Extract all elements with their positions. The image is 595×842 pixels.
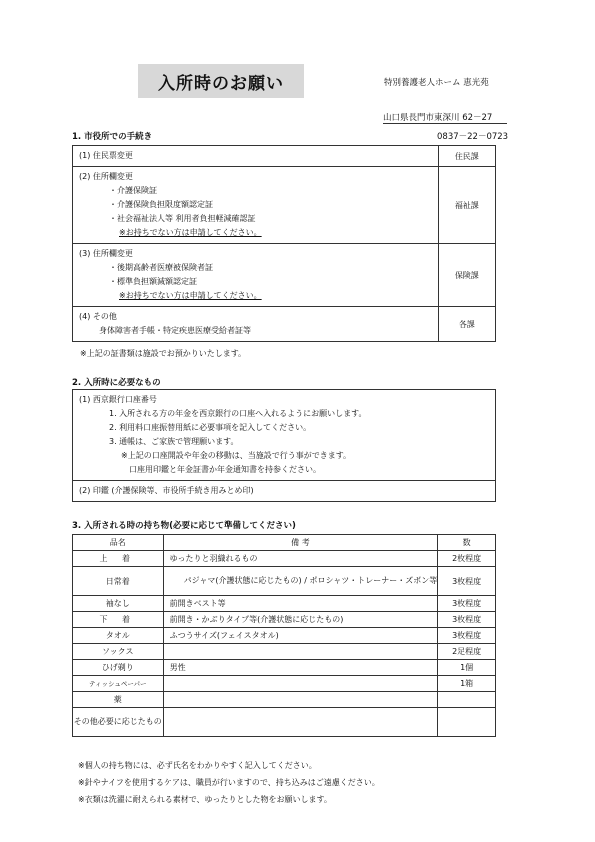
belongings-table — [72, 534, 496, 737]
item-name: 日常着 — [73, 567, 164, 596]
note-line: ※衣類は洗濯に耐えられる素材で、ゆったりとした物をお願いします。 — [78, 795, 332, 804]
department-cell: 保険課 — [438, 244, 495, 307]
item-note — [163, 644, 438, 660]
bank-account-title: (1) 西京銀行口座番号 — [79, 395, 157, 404]
organization-name: 特別養護老人ホーム 恵光苑 — [384, 78, 489, 88]
procedure-note: ※お持ちでない方は申請してください。 — [119, 228, 262, 237]
item-note-line: パジャマ(介護状態に応じたもの) / ポロシャツ・トレーナー・ズボン等 — [183, 576, 438, 585]
table-row — [73, 708, 496, 737]
department-cell: 各課 — [438, 307, 495, 342]
procedure-line: 身体障害者手帳・特定疾患医療受給者証等 — [99, 326, 251, 335]
item-quantity — [438, 692, 496, 708]
procedure-line: ・社会福祉法人等 利用者負担軽減確認証 — [109, 214, 256, 223]
bank-note: ※上記の口座開設や年金の移動は、当施設で行う事ができます。 — [121, 451, 352, 460]
bank-item: 2. 利用料口座振替用紙に必要事項を記入してください。 — [109, 423, 312, 432]
table-row — [73, 692, 496, 708]
page-title-text: 入所時のお願い — [158, 73, 284, 94]
item-note — [163, 567, 438, 596]
page-title — [138, 64, 304, 98]
table-row — [73, 551, 496, 567]
procedure-note: ※お持ちでない方は申請してください。 — [119, 291, 262, 300]
procedure-line: ・介護保険証 — [109, 186, 157, 195]
item-name: 薬 — [73, 692, 164, 708]
section-1-note: ※上記の証書類は施設でお預かりいたします。 — [80, 349, 247, 358]
item-note — [163, 692, 438, 708]
item-quantity — [438, 708, 496, 737]
required-items-table — [72, 389, 496, 502]
item-quantity: 3枚程度 — [438, 567, 496, 596]
procedure-line: (2) 住所欄変更 — [79, 172, 133, 181]
procedure-line: (4) その他 — [79, 312, 117, 321]
table-row — [73, 676, 496, 692]
procedure-cell — [73, 244, 439, 307]
table-row — [73, 481, 496, 502]
table-row — [73, 146, 496, 167]
item-note: 男性 — [163, 660, 438, 676]
bank-item: 3. 通帳は、ご家族で管理願います。 — [109, 437, 239, 446]
bank-item: 1. 入所される方の年金を西京銀行の口座へ入れるようにお願いします。 — [109, 409, 367, 418]
item-quantity: 1個 — [438, 660, 496, 676]
bank-account-cell — [73, 390, 496, 481]
organization-address: 山口県長門市東深川 62－27 — [383, 113, 493, 123]
section-1-heading: 1. 市役所での手続き — [72, 132, 153, 142]
department-cell: 福祉課 — [438, 167, 495, 244]
item-quantity: 3枚程度 — [438, 612, 496, 628]
bank-note: 口座用印鑑と年金証書か年金通知書を持参ください。 — [129, 465, 321, 474]
item-name: 上 着 — [73, 551, 164, 567]
procedure-cell — [73, 167, 439, 244]
item-note: ゆったりと羽織れるもの — [163, 551, 438, 567]
column-header-item: 品名 — [73, 535, 164, 551]
item-note: ふつうサイズ(フェイスタオル) — [163, 628, 438, 644]
item-name: ソックス — [73, 644, 164, 660]
table-row — [73, 567, 496, 596]
table-row — [73, 628, 496, 644]
table-row — [73, 390, 496, 481]
table-header-row — [73, 535, 496, 551]
note-line: ※針やナイフを使用するケアは、職員が行いますので、持ち込みはご遠慮ください。 — [78, 778, 380, 787]
item-name: 下 着 — [73, 612, 164, 628]
procedure-line: (1) 住民票変更 — [79, 151, 133, 160]
item-name: その他必要に応じたもの — [73, 708, 164, 737]
item-name: タオル — [73, 628, 164, 644]
note-line: ※個人の持ち物には、必ず氏名をわかりやすく記入してください。 — [78, 761, 317, 770]
procedure-line: (3) 住所欄変更 — [79, 249, 133, 258]
table-row — [73, 307, 496, 342]
item-name: ティッシュペーパー — [73, 676, 164, 692]
procedure-line: ・標準負担額減額認定証 — [109, 277, 197, 286]
section-2-heading: 2. 入所時に必要なもの — [72, 378, 161, 388]
procedure-line: ・介護保険負担限度額認定証 — [109, 200, 213, 209]
procedure-cell — [73, 307, 439, 342]
column-header-quantity: 数 — [438, 535, 496, 551]
item-note: 前開き・かぶりタイプ等(介護状態に応じたもの) — [163, 612, 438, 628]
item-note — [163, 676, 438, 692]
phone-number: 0837－22－0723 — [437, 132, 509, 142]
procedure-line: ・後期高齢者医療被保険者証 — [109, 263, 213, 272]
table-row — [73, 660, 496, 676]
belongings-notes — [78, 757, 380, 808]
seal-line: (2) 印鑑 (介護保険等、市役所手続き用みとめ印) — [79, 486, 254, 495]
item-quantity: 3枚程度 — [438, 628, 496, 644]
item-note — [163, 708, 438, 737]
item-quantity: 3枚程度 — [438, 596, 496, 612]
table-row — [73, 596, 496, 612]
city-office-procedures-table — [72, 145, 496, 342]
item-name: ひげ剃り — [73, 660, 164, 676]
table-row — [73, 244, 496, 307]
table-row — [73, 167, 496, 244]
address-underline — [383, 123, 507, 124]
item-note: 前開きベスト等 — [163, 596, 438, 612]
item-quantity: 2枚程度 — [438, 551, 496, 567]
item-quantity: 1箱 — [438, 676, 496, 692]
section-3-heading: 3. 入所される時の持ち物(必要に応じて準備してください) — [72, 521, 296, 531]
item-quantity: 2足程度 — [438, 644, 496, 660]
item-name: 袖なし — [73, 596, 164, 612]
table-row — [73, 612, 496, 628]
seal-cell — [73, 481, 496, 502]
department-cell: 住民課 — [438, 146, 495, 167]
column-header-notes: 備 考 — [163, 535, 438, 551]
table-row — [73, 644, 496, 660]
procedure-cell — [73, 146, 439, 167]
